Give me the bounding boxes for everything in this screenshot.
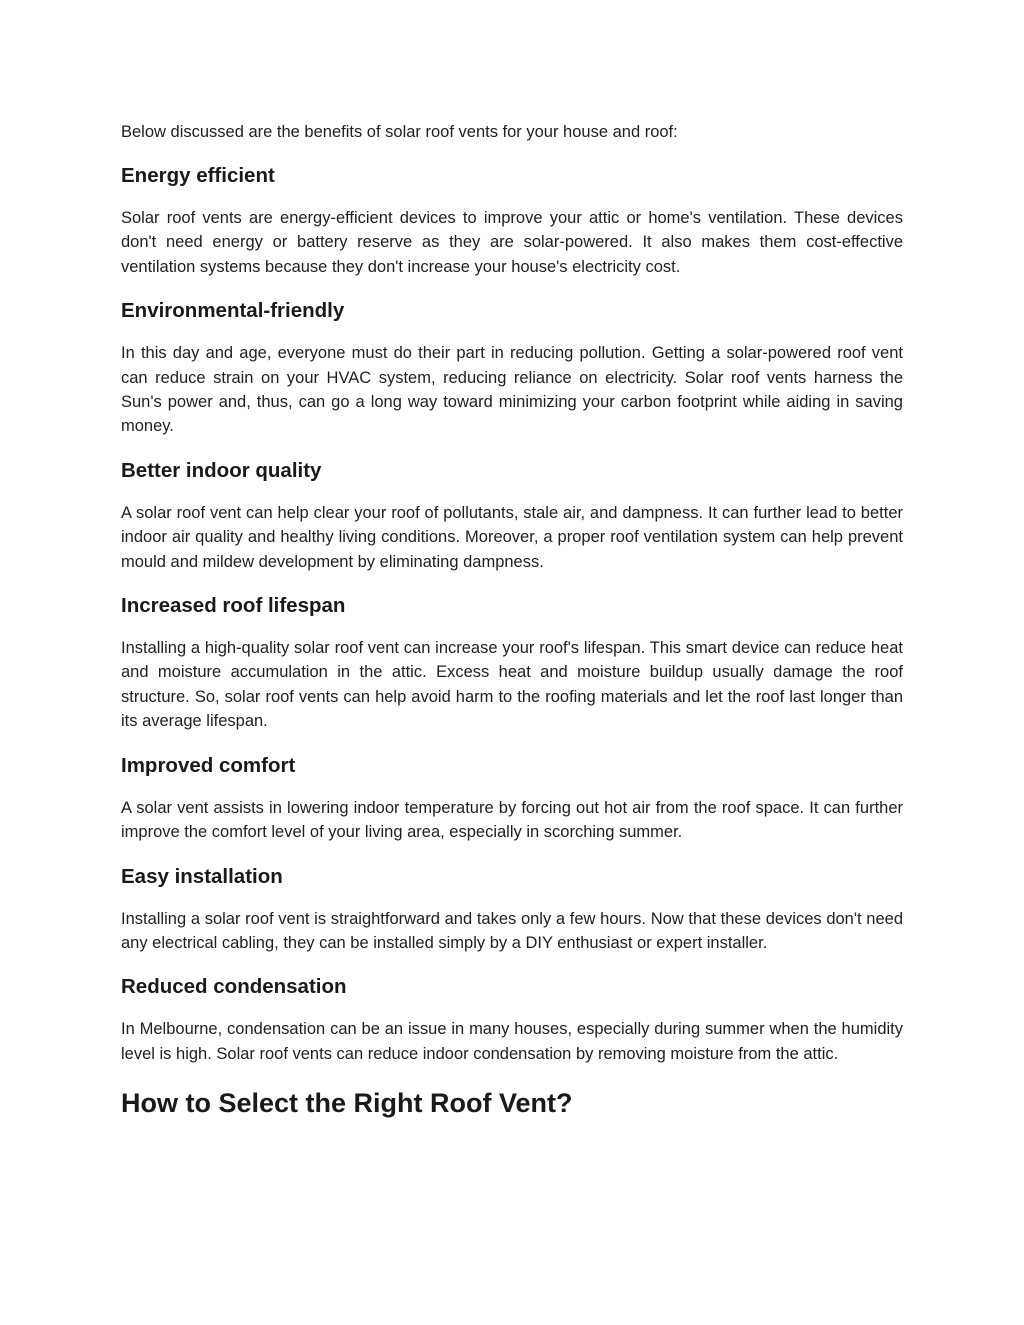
main-heading: How to Select the Right Roof Vent? bbox=[121, 1088, 573, 1119]
section-heading: Improved comfort bbox=[121, 753, 296, 777]
section-paragraph: Solar roof vents are energy-efficient devices to improve your attic or home's ventilation. These devices don't need energy or battery reserve as they are solar-powered. It also makes them cost-effective ventilation systems because they don't increase your house's electricity cost. bbox=[121, 209, 903, 276]
intro-paragraph: Below discussed are the benefits of solar roof vents for your house and roof: bbox=[121, 123, 678, 141]
section-heading: Energy efficient bbox=[121, 164, 275, 187]
section-paragraph: Installing a solar roof vent is straightforward and takes only a few hours. Now that these devices don't need any electrical cabling, they can be installed simply by a DIY enthusiast or expert installer. bbox=[121, 909, 903, 952]
section-better-indoor-quality bbox=[121, 439, 903, 574]
section-heading: Easy installation bbox=[121, 864, 283, 888]
section-paragraph: In this day and age, everyone must do their part in reducing pollution. Getting a solar-powered roof vent can reduce strain on your HVAC system, reducing reliance on electricity. Solar roof vents harness the Sun's power and, thus, can go a long way toward minimizing your carbon footprint while aiding in saving money. bbox=[121, 344, 903, 436]
section-energy-efficient bbox=[121, 144, 903, 279]
section-increased-roof-lifespan bbox=[121, 574, 903, 734]
section-reduced-condensation bbox=[121, 955, 903, 1066]
section-heading: Environmental-friendly bbox=[121, 299, 345, 323]
section-paragraph: A solar roof vent can help clear your roof of pollutants, stale air, and dampness. It can further lead to better indoor air quality and healthy living conditions. Moreover, a proper roof ventilation system can help prevent mould and mildew development by eliminating dampness. bbox=[121, 503, 903, 571]
section-environmental-friendly bbox=[121, 279, 903, 439]
document-page bbox=[121, 120, 903, 1120]
section-heading: Reduced condensation bbox=[121, 975, 347, 999]
section-paragraph: Installing a high-quality solar roof vent can increase your roof's lifespan. This smart device can reduce heat and moisture accumulation in the attic. Excess heat and moisture buildup usually damage the roof structure. So, solar roof vents can help avoid harm to the roofing materials and let the roof last longer than its average lifespan. bbox=[121, 639, 903, 731]
section-heading: Increased roof lifespan bbox=[121, 594, 346, 618]
section-heading: Better indoor quality bbox=[121, 458, 322, 482]
section-paragraph: A solar vent assists in lowering indoor temperature by forcing out hot air from the roof space. It can further improve the comfort level of your living area, especially in scorching summer. bbox=[121, 798, 903, 842]
section-improved-comfort bbox=[121, 734, 903, 845]
section-easy-installation bbox=[121, 845, 903, 956]
section-paragraph: In Melbourne, condensation can be an issue in many houses, especially during summer when the humidity level is high. Solar roof vents can reduce indoor condensation by removing moisture from the attic. bbox=[121, 1020, 903, 1063]
